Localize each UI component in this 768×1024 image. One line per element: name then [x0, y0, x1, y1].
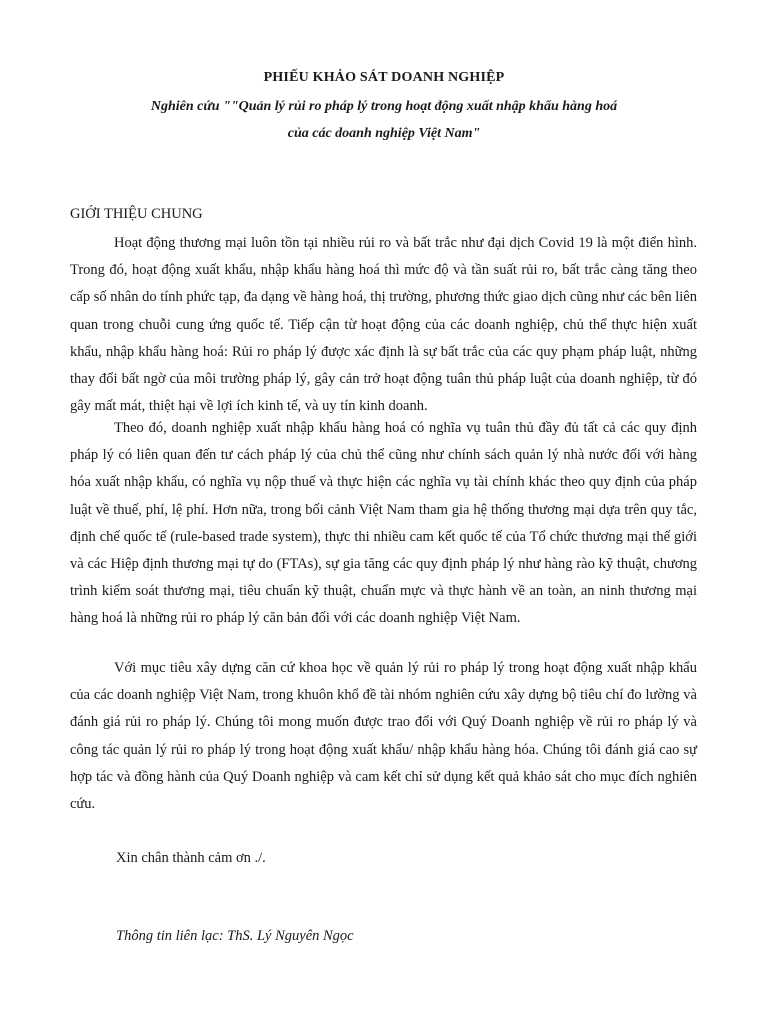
- closing-thanks: Xin chân thành cảm ơn ./.: [116, 850, 266, 866]
- section-heading: GIỚI THIỆU CHUNG: [70, 206, 203, 222]
- document-title: PHIẾU KHẢO SÁT DOANH NGHIỆP: [263, 70, 505, 85]
- intro-paragraph-3: Với mục tiêu xây dựng căn cứ khoa học về quản lý rủi ro pháp lý trong hoạt động xuất nhập khẩu của các doanh nghiệp Việt Nam, trong khuôn khổ đề tài nhóm nghiên cứu xây dựng bộ tiêu chí đo lường và đánh giá rủi ro pháp lý. Chúng tôi mong muốn được trao đổi với Quý Doanh nghiệp về rủi ro pháp lý và công tác quản lý rủi ro pháp lý trong hoạt động xuất khẩu/ nhập khẩu hàng hóa. Chúng tôi đánh giá cao sự hợp tác và đồng hành của Quý Doanh nghiệp và cam kết chỉ sử dụng kết quả khảo sát cho mục đích nghiên cứu.: [70, 660, 697, 813]
- document-subtitle-line-1: Nghiên cứu ""Quản lý rủi ro pháp lý trong hoạt động xuất nhập khẩu hàng hoá: [150, 99, 618, 114]
- document-subtitle-line-2: của các doanh nghiệp Việt Nam": [287, 126, 481, 141]
- contact-info: Thông tin liên lạc: ThS. Lý Nguyên Ngọc: [116, 928, 354, 944]
- intro-paragraph-2: Theo đó, doanh nghiệp xuất nhập khẩu hàng hoá có nghĩa vụ tuân thủ đầy đủ tất cả các quy định pháp lý có liên quan đến tư cách pháp lý của chủ thể cũng như chính sách quản lý nhà nước đối với hàng hóa xuất nhập khẩu, có nghĩa vụ nộp thuế và thực hiện các nghĩa vụ tài chính khác theo quy định của pháp luật về thuế, phí, lệ phí. Hơn nữa, trong bối cảnh Việt Nam tham gia hệ thống thương mại dựa trên quy tắc, định chế quốc tế (rule-based trade system), thực thi nhiều cam kết quốc tế của Tổ chức thương mại thế giới và các Hiệp định thương mại tự do (FTAs), sự gia tăng các quy định pháp lý như hàng rào kỹ thuật, chương trình kiểm soát thương mại, tiêu chuẩn kỹ thuật, chuẩn mực và thực hành về an toàn, an ninh thương mại hàng hoá là những rủi ro pháp lý căn bản đối với các doanh nghiệp Việt Nam.: [70, 420, 697, 627]
- intro-paragraph-1: Hoạt động thương mại luôn tồn tại nhiều rủi ro và bất trắc như đại dịch Covid 19 là một điển hình. Trong đó, hoạt động xuất khẩu, nhập khẩu hàng hoá thì mức độ và tần suất rủi ro, bất trắc càng tăng theo cấp số nhân do tính phức tạp, đa dạng về hàng hoá, thị trường, phương thức giao dịch cũng như các bên liên quan trong chuỗi cung ứng quốc tế. Tiếp cận từ hoạt động của các doanh nghiệp, chủ thể thực hiện xuất khẩu, nhập khẩu hàng hoá: Rủi ro pháp lý được xác định là sự bất trắc của các quy phạm pháp luật, những thay đổi bất ngờ của môi trường pháp lý, gây cản trở hoạt động tuân thủ pháp luật của doanh nghiệp, từ đó gây mất mát, thiệt hại về lợi ích kinh tế, và uy tín kinh doanh.: [70, 235, 697, 415]
